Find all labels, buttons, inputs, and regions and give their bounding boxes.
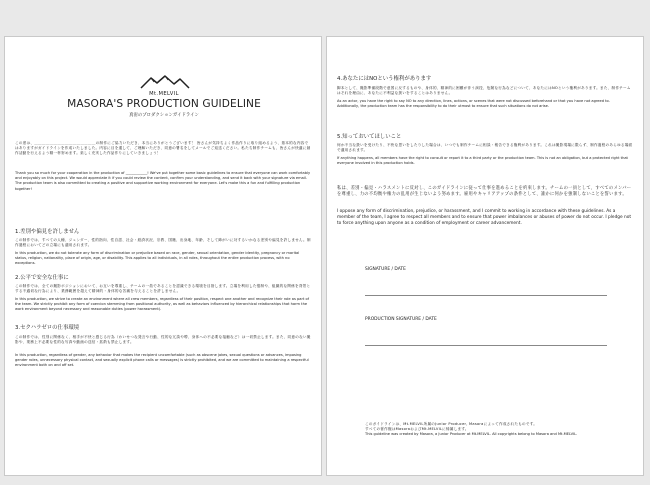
pledge-english: I oppose any form of discrimination, prejudice, or harassment, and I commit to working in accordance with these guidelines. As a member of the team, I agree to respect all members and to ensure that power imbalances or abuses of power do not occur. I pledge not to force anything upon anyone as a condition of employment or career advancement. — [337, 209, 632, 226]
intro-japanese: この度は、＿＿＿＿＿＿＿＿＿＿＿＿＿＿＿＿の制作にご協力いただき、本当にありがとうございます！ 皆さんが気持ちよく作品作りに取り組めるよう、基本的な内容ではありますがガイドラインを作成いたしました。内容に目を通して、ご理解いただき、同意の署名をしてメールでご返送ください。私たち制作チームも、皆さんが快適に創作活動を行えるよう精一杯努めます。楽しく充実した作品作りにしていきましょう！ — [15, 141, 311, 156]
footer-english: This guideline was created by Masora, a Junior Producer at Mt.MELVIL. All copyrights belong to Masora and Mt.MELVIL. — [365, 432, 578, 437]
guideline-page-1 — [4, 36, 322, 476]
production-signature-line[interactable] — [365, 345, 607, 346]
brand-name: Mt.MELVIL — [149, 91, 179, 97]
section-5-heading: 5.知っておいてほしいこと — [337, 134, 402, 140]
pledge-japanese: 私は、差別・偏見・ハラスメントに反対し、このガイドラインに従って仕事を進めることを約束します。チームの一員として、すべてのメンバーを尊重し、力の不均衡や権力の乱用が生じないよう努めます。雇用やキャリアアップの条件として、誰かに何かを強制しないことを誓います。 — [337, 186, 632, 197]
signature-line[interactable] — [365, 295, 607, 296]
section-4-japanese: 脚本として、撮影準備段階で意図に反するものや、身体的、精神的に困難が伴う演技、危険な行為などについて、あなたにはNOという権利があります。また、制作チームはそれを理由に、あなたに不利益な扱いをすることはありません。 — [337, 86, 631, 96]
section-1-english: In this production, we do not tolerate any form of discrimination or prejudice based on race, gender, sexual orientation, gender identity, pregnancy or marital status, religion, nationality, place of origin, age, or disability. This applies to all individuals, in all roles, throughout the entire production process, with no exceptions. — [15, 251, 300, 266]
document-subtitle: 真宙のプロダクションガイドライン — [129, 113, 199, 118]
section-5-japanese: 何か不当な扱いを受けたり、不快な思いをしたりした場合は、いつでも制作チームに相談・報告できる権利があります。これは撮影現場に限らず、制作過程のあらゆる場面で適用されます。 — [337, 143, 633, 153]
footer-japanese-2: すべての著作権はMasoraおよびMt.MELVILに帰属します。 — [365, 427, 469, 432]
section-5-english: If anything happens, all members have the right to consult or report it to a third party or the production team. This is not an obligation, but a protected right that everyone involved in this production holds. — [337, 156, 628, 166]
section-4-heading: 4.あなたにはNOという権利があります — [337, 76, 432, 82]
production-signature-label: PRODUCTION SIGNATURE / DATE — [365, 317, 437, 322]
guideline-page-2 — [326, 36, 644, 476]
section-2-heading: 2.公平で安全な仕事に — [15, 275, 69, 281]
section-1-heading: 1.差別や偏見を許しません — [15, 229, 80, 235]
section-3-english: In this production, regardless of gender, any behavior that makes the recipient uncomfortable (such as obscene jokes, sexual questions or advances, imposing gender roles, unnecessary physical contact, and sexually explicit phone calls or messages) is strictly prohibited, and we are committed to maintaining a respectful environment both on and off set. — [15, 353, 309, 368]
section-3-japanese: この制作では、性別に関係なく、相手が不快と感じる行為（わいせつな発言や行動、性的な冗談や噂、身体への不必要な接触など）は一切禁止します。また、同意のない撮影や、業務上不必要な性的な写真や動画の送信・拡散も禁止します。 — [15, 335, 311, 345]
footer-japanese-1: このガイドラインは、Mt.MELVIL所属のJunior Producer, Masoraによって作成されたものです。 — [365, 422, 538, 426]
section-1-japanese: この制作では、すべての人種、ジェンダー、性的指向、性自認、社会・経済状況、宗教、国籍、出身地、年齢、そして障がいに対するいかなる差別や偏見を許しません。制作過程においてどの立場にも適用されます。 — [15, 238, 311, 248]
section-2-english: In this production, we strive to create an environment where all crew members, regardless of their position, respect one another and recognize their role as part of the team. We strictly prohibit any form of coercion stemming from positional authority, as well as behaviors influenced by hierarchical relationships that harm the work environment beyond necessary and reasonable duties (power harassment). — [15, 297, 309, 312]
mountain-logo-icon — [140, 73, 190, 91]
signature-label: SIGNATURE / DATE — [365, 267, 406, 272]
intro-english: Thank you so much for your cooperation in the production of ____________! We've put together some basic guidelines to ensure that everyone can work comfortably and enjoyably on this project. We would appreciate it if you could review the content, confirm your understanding, and send it back with your signature via email. The production team is also committed to creating a positive and supportive working environment for everyone. Let's make this a fun and fulfilling production together! — [15, 171, 311, 191]
section-2-japanese: この制作では、全ての撮影ポジションにおいて、お互いを尊重し、チームの一員であることを認識できる環境を目指します。立場を利用した強制や、組織的な関係を背景とする不適切な行為により、業務範囲を超えて精神的・身体的な苦痛を与えることを許しません。 — [15, 284, 311, 294]
section-4-english: As an actor, you have the right to say NO to any direction, lines, actions, or scenes that were not discussed beforehand or that you have not agreed to. Additionally, the production team has the responsibility to do their utmost to ensure that such situations do not arise. — [337, 99, 610, 109]
document-title: MASORA'S PRODUCTION GUIDELINE — [67, 98, 261, 110]
section-3-heading: 3.セクハラゼロの仕事環境 — [15, 325, 80, 331]
footer-copyright — [365, 422, 627, 438]
